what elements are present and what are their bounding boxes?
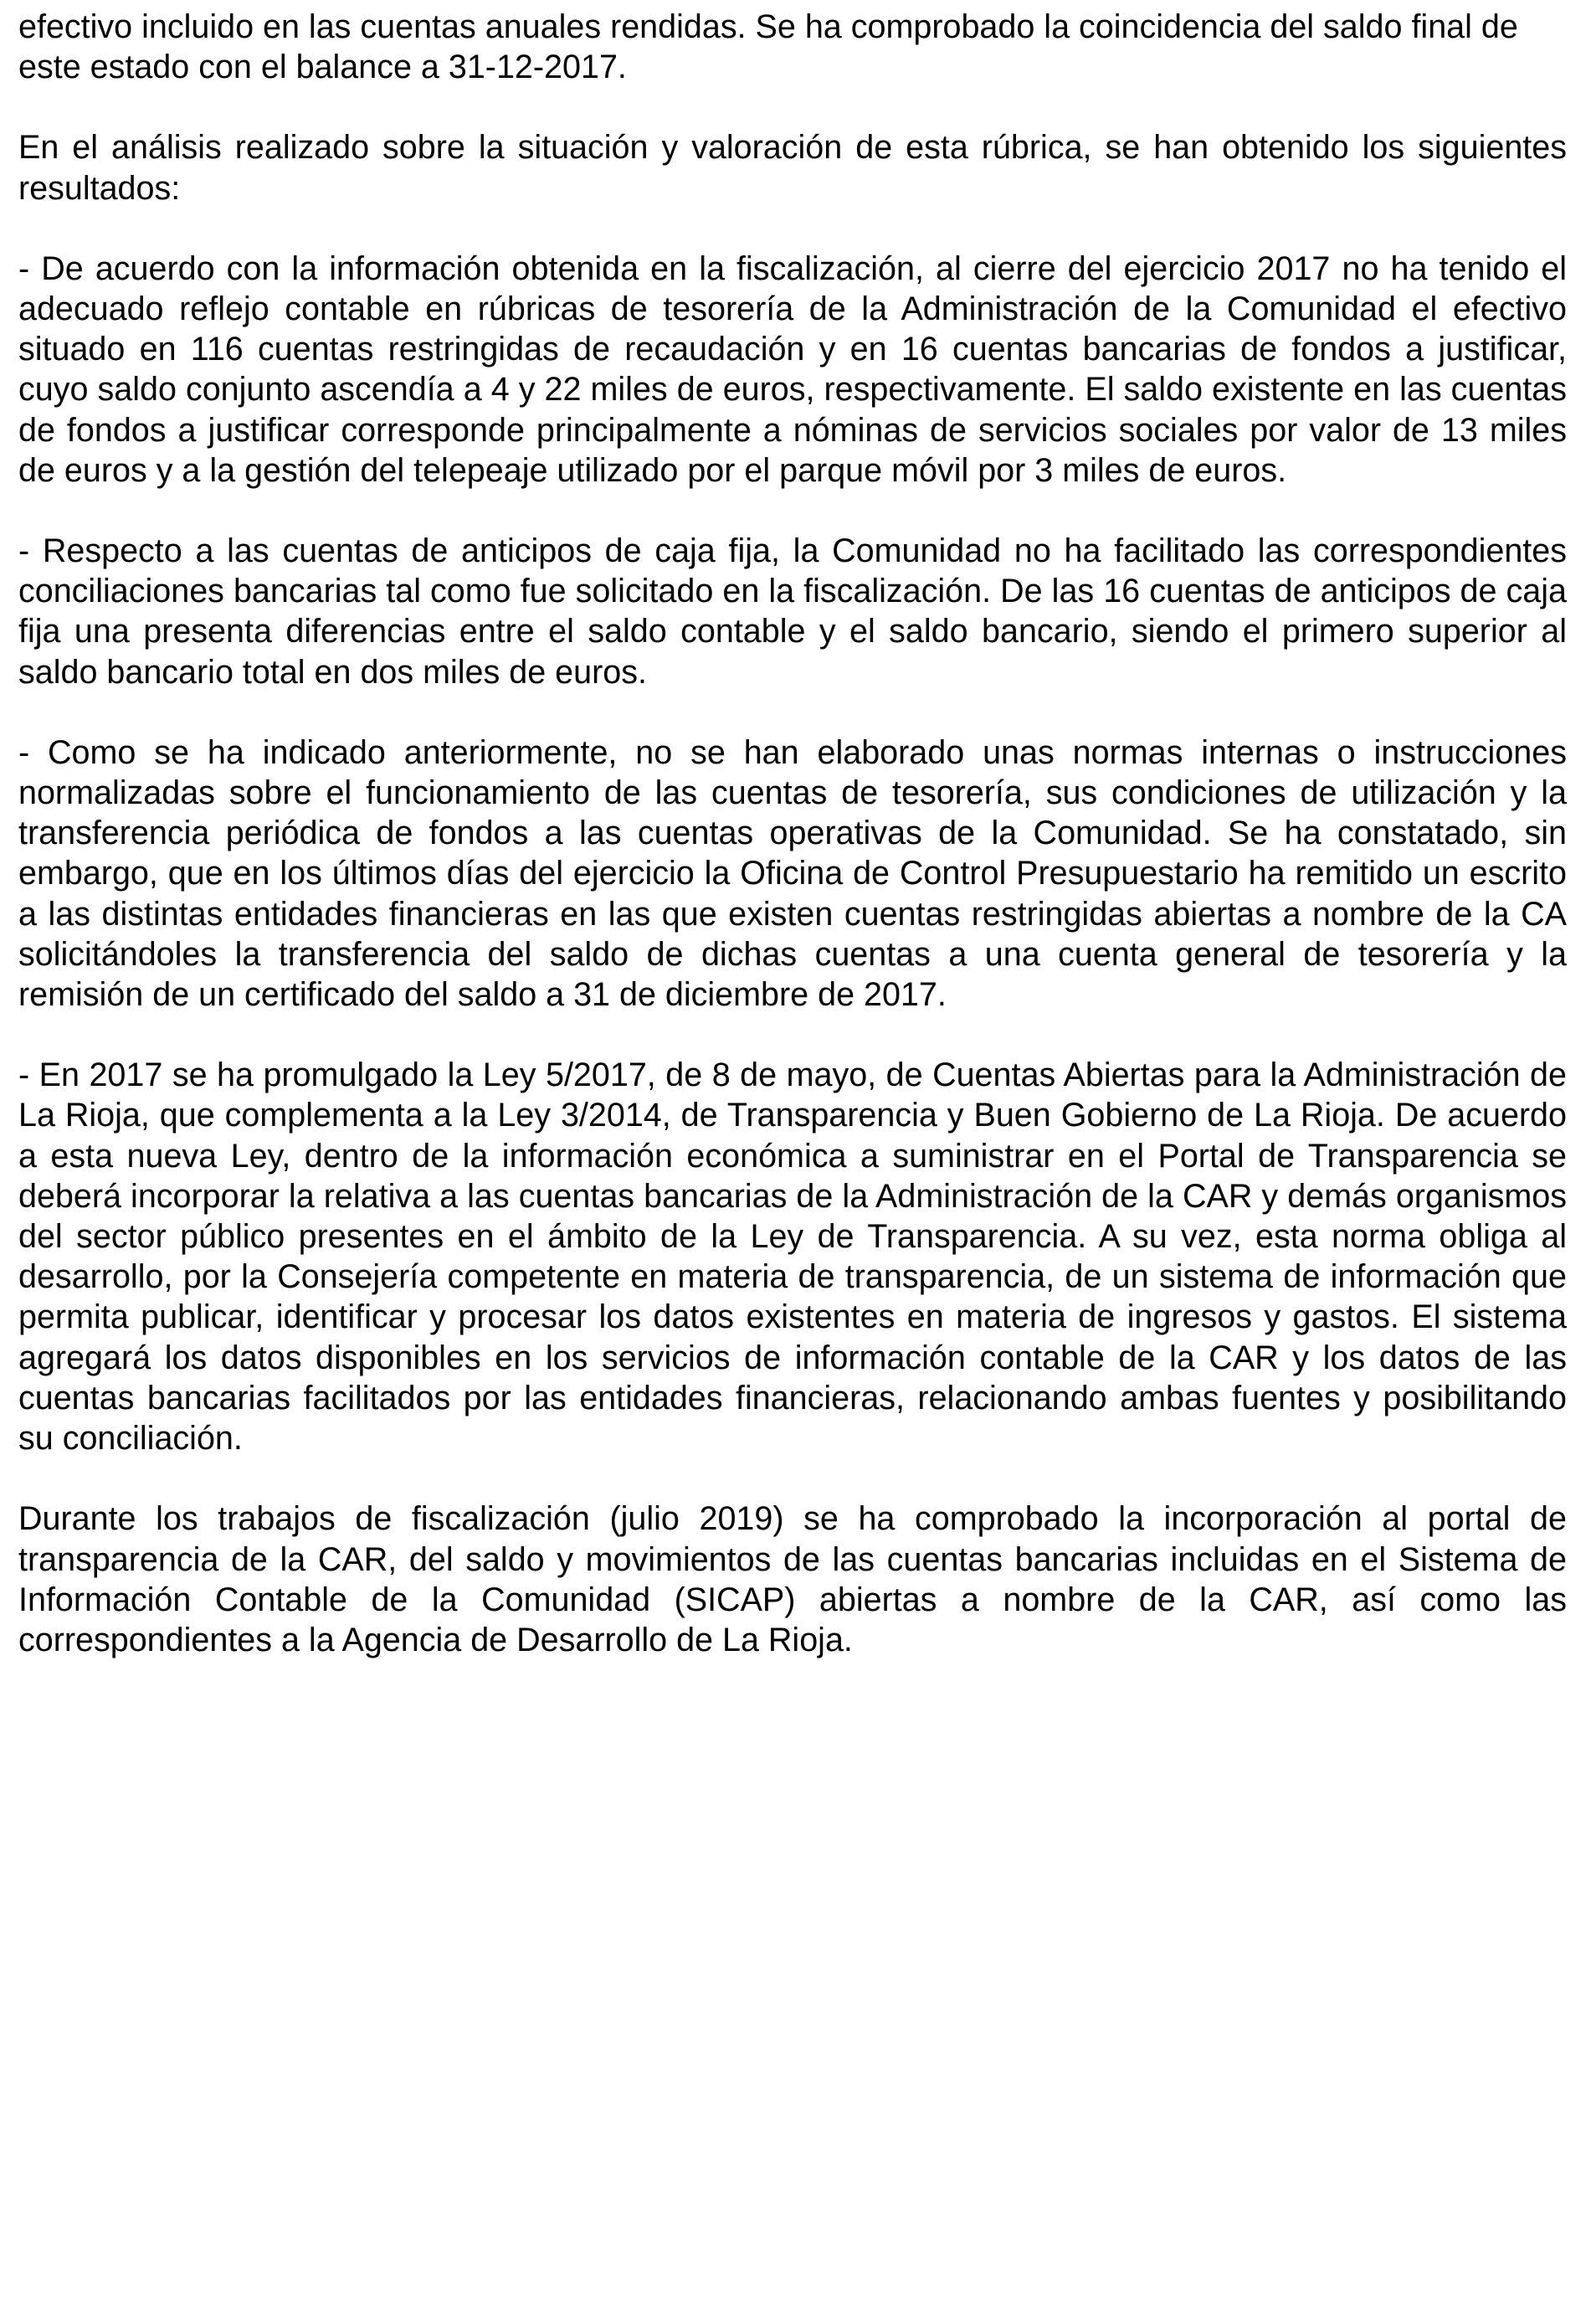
paragraph-intro-continuation: efectivo incluido en las cuentas anuales rendidas. Se ha comprobado la coincidencia del saldo final de este estado con el balance a 31-12-2017. [18,8,1518,86]
paragraph-audit-verification: Durante los trabajos de fiscalización (julio 2019) se ha comprobado la incorporación al portal de transparencia de la CAR, del saldo y movimientos de las cuentas bancarias incluidas en el Sistema de Información Contable de la Comunidad (SICAP) abiertas a nombre de la CAR, así como las correspondientes a la Agencia de Desarrollo de La Rioja. [18,1500,1567,1658]
paragraph-internal-rules: - Como se ha indicado anteriormente, no se han elaborado unas normas internas o instrucciones normalizadas sobre el funcionamiento de las cuentas de tesorería, sus condiciones de utilización y la transferencia periódica de fondos a las cuentas operativas de la Comunidad. Se ha constatado, sin embargo, que en los últimos días del ejercicio la Oficina de Control Presupuestario ha remitido un escrito a las distintas entidades financieras en las que existen cuentas restringidas abiertas a nombre de la CA solicitándoles la transferencia del saldo de dichas cuentas a una cuenta general de tesorería y la remisión de un certificado del saldo a 31 de diciembre de 2017. [18,733,1567,1014]
paragraph-open-accounts-law: - En 2017 se ha promulgado la Ley 5/2017, de 8 de mayo, de Cuentas Abiertas para la Administración de La Rioja, que complementa a la Ley 3/2014, de Transparencia y Buen Gobierno de La Rioja. De acuerdo a esta nueva Ley, dentro de la información económica a suministrar en el Portal de Transparencia se deberá incorporar la relativa a las cuentas bancarias de la Administración de la CAR y demás organismos del sector público presentes en el ámbito de la Ley de Transparencia. A su vez, esta norma obliga al desarrollo, por la Consejería competente en materia de transparencia, de un sistema de información que permita publicar, identificar y procesar los datos existentes en materia de ingresos y gastos. El sistema agregará los datos disponibles en los servicios de información contable de la CAR y los datos de las cuentas bancarias facilitados por las entidades financieras, relacionando ambas fuentes y posibilitando su conciliación. [18,1057,1567,1458]
document-page [18,7,1567,1700]
paragraph-restricted-accounts: - De acuerdo con la información obtenida en la fiscalización, al cierre del ejercicio 2017 no ha tenido el adecuado reflejo contable en rúbricas de tesorería de la Administración de la Comunidad el efectivo situado en 116 cuentas restringidas de recaudación y en 16 cuentas bancarias de fondos a justificar, cuyo saldo conjunto ascendía a 4 y 22 miles de euros, respectivamente. El saldo existente en las cuentas de fondos a justificar corresponde principalmente a nóminas de servicios sociales por valor de 13 miles de euros y a la gestión del telepeaje utilizado por el parque móvil por 3 miles de euros. [18,249,1567,489]
paragraph-fixed-cash-advances: - Respecto a las cuentas de anticipos de caja fija, la Comunidad no ha facilitado las correspondientes conciliaciones bancarias tal como fue solicitado en la fiscalización. De las 16 cuentas de anticipos de caja fija una presenta diferencias entre el saldo contable y el saldo bancario, siendo el primero superior al saldo bancario total en dos miles de euros. [18,532,1567,691]
paragraph-analysis-intro: En el análisis realizado sobre la situación y valoración de esta rúbrica, se han obtenido los siguientes resultados: [18,129,1567,207]
